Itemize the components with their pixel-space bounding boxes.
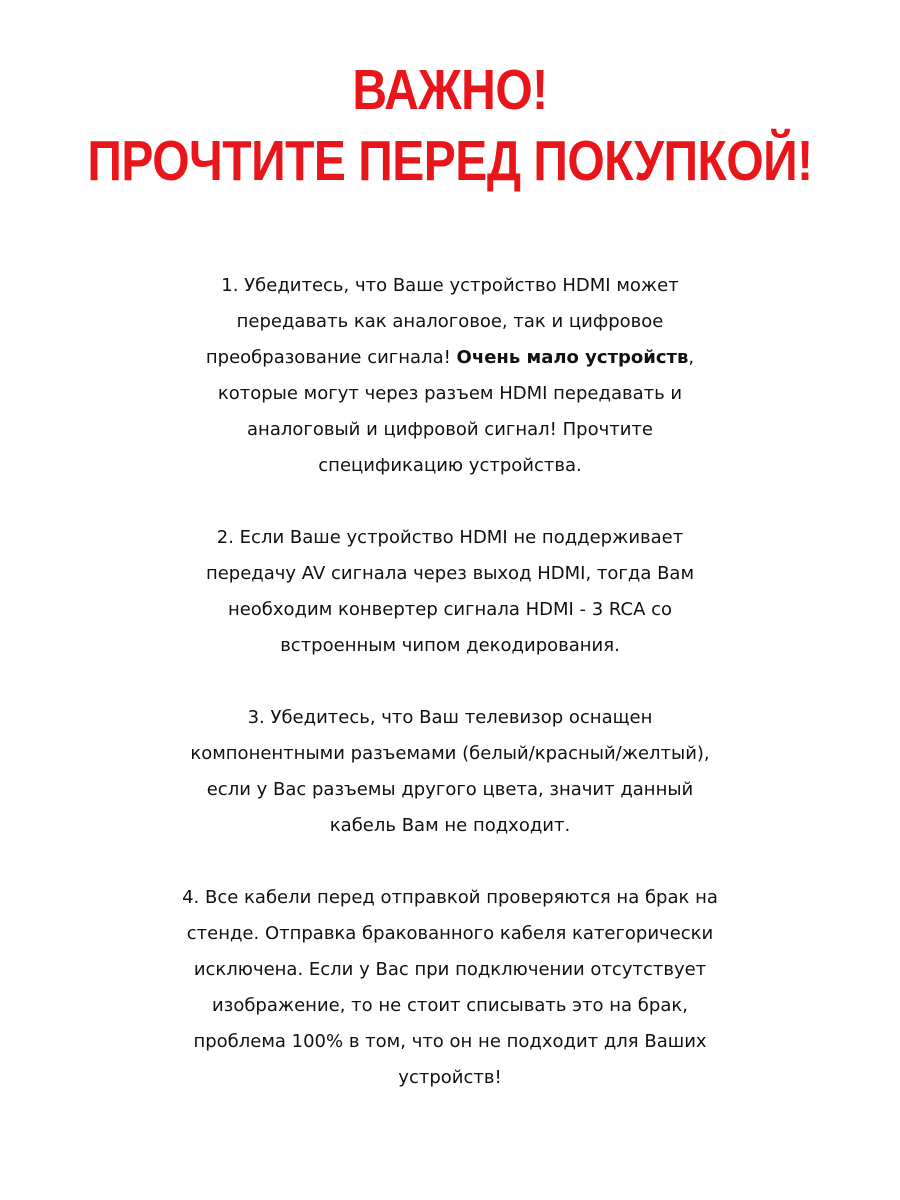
paragraph-3-line-2: компонентными разъемами (белый/красный/желтый), bbox=[190, 743, 710, 764]
notice-paragraph-3 bbox=[0, 700, 900, 844]
paragraph-1-line-3 bbox=[0, 340, 900, 376]
paragraph-1-line-3-prefix: преобразование сигнала! bbox=[205, 347, 457, 368]
paragraph-1-emphasis: Очень мало устройств bbox=[456, 347, 689, 368]
paragraph-1-line-2: передавать как аналоговое, так и цифровое bbox=[236, 311, 664, 332]
notice-paragraph-4 bbox=[0, 880, 900, 1096]
paragraph-4-line-2: стенде. Отправка бракованного кабеля категорически bbox=[186, 923, 714, 944]
paragraph-3-line-4: кабель Вам не подходит. bbox=[329, 815, 571, 836]
paragraph-4-line-5: проблема 100% в том, что он не подходит для Ваших bbox=[193, 1031, 707, 1052]
paragraph-4-line-6: устройств! bbox=[398, 1067, 502, 1088]
paragraph-1-line-1: 1. Убедитесь, что Ваше устройство HDMI может bbox=[221, 275, 679, 296]
paragraph-3-line-1: 3. Убедитесь, что Ваш телевизор оснащен bbox=[247, 707, 653, 728]
paragraph-1-line-5: аналоговый и цифровой сигнал! Прочтите bbox=[247, 419, 653, 440]
paragraph-2-line-4: встроенным чипом декодирования. bbox=[280, 635, 620, 656]
paragraph-1-line-4: которые могут через разъем HDMI передавать и bbox=[217, 383, 683, 404]
notice-paragraph-2 bbox=[0, 520, 900, 664]
paragraph-4-line-1: 4. Все кабели перед отправкой проверяются на брак на bbox=[182, 887, 718, 908]
warning-title-line-2: ПРОЧТИТЕ ПЕРЕД ПОКУПКОЙ! bbox=[87, 130, 813, 193]
notice-body bbox=[0, 268, 900, 1096]
paragraph-1-line-3-suffix: , bbox=[688, 347, 695, 368]
paragraph-1-line-6: спецификацию устройства. bbox=[318, 455, 582, 476]
notice-paragraph-1 bbox=[0, 268, 900, 484]
paragraph-4-line-4: изображение, то не стоит списывать это на брак, bbox=[212, 995, 688, 1016]
warning-title-line-1: ВАЖНО! bbox=[352, 59, 548, 123]
paragraph-4-line-3: исключена. Если у Вас при подключении отсутствует bbox=[193, 959, 707, 980]
warning-title bbox=[0, 56, 900, 198]
paragraph-3-line-3: если у Вас разъемы другого цвета, значит данный bbox=[206, 779, 694, 800]
paragraph-2-line-2: передачу AV сигнала через выход HDMI, тогда Вам bbox=[205, 563, 695, 584]
paragraph-2-line-1: 2. Если Ваше устройство HDMI не поддерживает bbox=[216, 527, 684, 548]
paragraph-2-line-3: необходим конвертер сигнала HDMI - 3 RCA со bbox=[227, 599, 673, 620]
